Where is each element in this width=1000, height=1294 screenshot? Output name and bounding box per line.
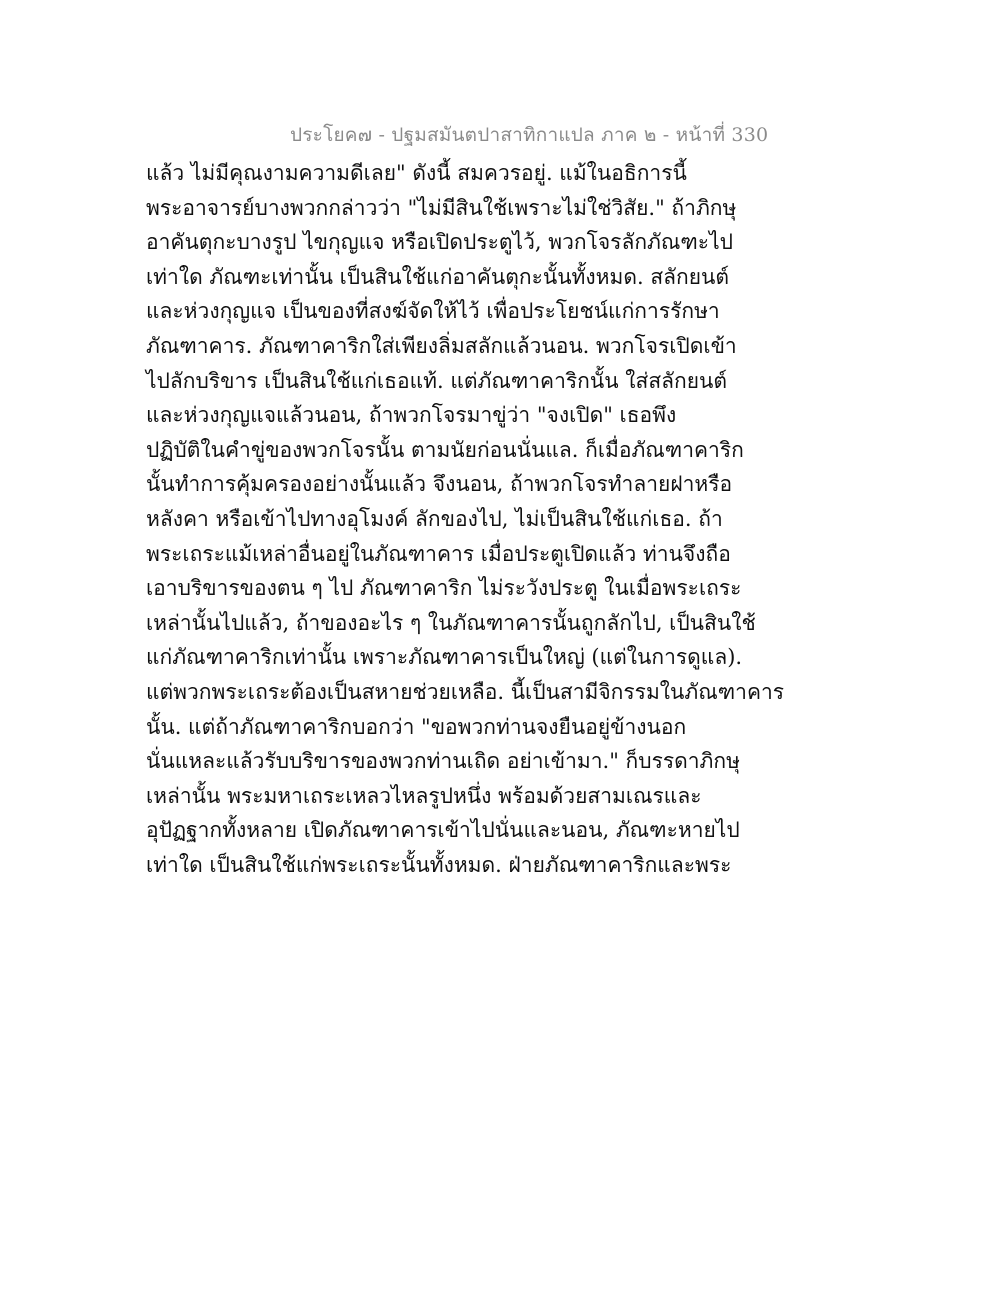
- text-line: ภัณฑาคาร. ภัณฑาคาริกใส่เพียงลิ่มสลักแล้วนอน. พวกโจรเปิดเข้า: [146, 333, 737, 358]
- page-header: ประโยค๗ - ปฐมสมันตปาสาทิกาแปล ภาค ๒ - หน้าที่ 330: [290, 124, 769, 146]
- text-line: นั้นทำการคุ้มครองอย่างนั้นแล้ว จึงนอน, ถ้าพวกโจรทำลายฝาหรือ: [146, 472, 733, 497]
- text-line: อาคันตุกะบางรูป ไขกุญแจ หรือเปิดประตูไว้, พวกโจรลักภัณฑะไป: [146, 230, 733, 255]
- text-line: แล้ว ไม่มีคุณงามความดีเลย" ดังนี้ สมควรอยู่. แม้ในอธิการนี้: [146, 161, 687, 185]
- text-line: เหล่านั้นไปแล้ว, ถ้าของอะไร ๆ ในภัณฑาคารนั้นถูกลักไป, เป็นสินใช้: [146, 610, 756, 635]
- text-line: นั่นแหละแล้วรับบริขารของพวกท่านเถิด อย่าเข้ามา." ก็บรรดาภิกษุ: [146, 749, 740, 774]
- text-line: ไปลักบริขาร เป็นสินใช้แก่เธอแท้. แต่ภัณฑาคาริกนั้น ใส่สลักยนต์: [146, 368, 728, 393]
- text-line: นั้น. แต่ถ้าภัณฑาคาริกบอกว่า "ขอพวกท่านจงยืนอยู่ข้างนอก: [146, 714, 687, 739]
- text-line: และห่วงกุญแจแล้วนอน, ถ้าพวกโจรมาขู่ว่า "จงเปิด" เธอพึง: [146, 403, 677, 428]
- text-line: พระอาจารย์บางพวกกล่าวว่า "ไม่มีสินใช้เพราะไม่ใช่วิสัย." ถ้าภิกษุ: [146, 195, 737, 220]
- body-text: [146, 156, 785, 882]
- text-line: เอาบริขารของตน ๆ ไป ภัณฑาคาริก ไม่ระวังประตู ในเมื่อพระเถระ: [146, 576, 742, 601]
- text-line: เท่าใด เป็นสินใช้แก่พระเถระนั้นทั้งหมด. ฝ่ายภัณฑาคาริกและพระ: [146, 852, 732, 877]
- text-line: และห่วงกุญแจ เป็นของที่สงฆ์จัดให้ไว้ เพื่อประโยชน์แก่การรักษา: [146, 299, 720, 324]
- text-line: เท่าใด ภัณฑะเท่านั้น เป็นสินใช้แก่อาคันตุกะนั้นทั้งหมด. สลักยนต์: [146, 264, 730, 289]
- text-line: ปฏิบัติในคำขู่ของพวกโจรนั้น ตามนัยก่อนนั่นแล. ก็เมื่อภัณฑาคาริก: [146, 437, 744, 462]
- text-line: เหล่านั้น พระมหาเถระเหลวไหลรูปหนึ่ง พร้อมด้วยสามเณรและ: [146, 783, 702, 808]
- text-line: หลังคา หรือเข้าไปทางอุโมงค์ ลักของไป, ไม่เป็นสินใช้แก่เธอ. ถ้า: [146, 506, 723, 531]
- text-line: แต่พวกพระเถระต้องเป็นสหายช่วยเหลือ. นี้เป็นสามีจิกรรมในภัณฑาคาร: [146, 679, 785, 704]
- text-line: อุปัฏฐากทั้งหลาย เปิดภัณฑาคารเข้าไปนั่นและนอน, ภัณฑะหายไป: [146, 818, 740, 843]
- text-line: แก่ภัณฑาคาริกเท่านั้น เพราะภัณฑาคารเป็นใหญ่ (แต่ในการดูแล).: [146, 645, 743, 670]
- text-line: พระเถระแม้เหล่าอื่นอยู่ในภัณฑาคาร เมื่อประตูเปิดแล้ว ท่านจึงถือ: [146, 541, 731, 566]
